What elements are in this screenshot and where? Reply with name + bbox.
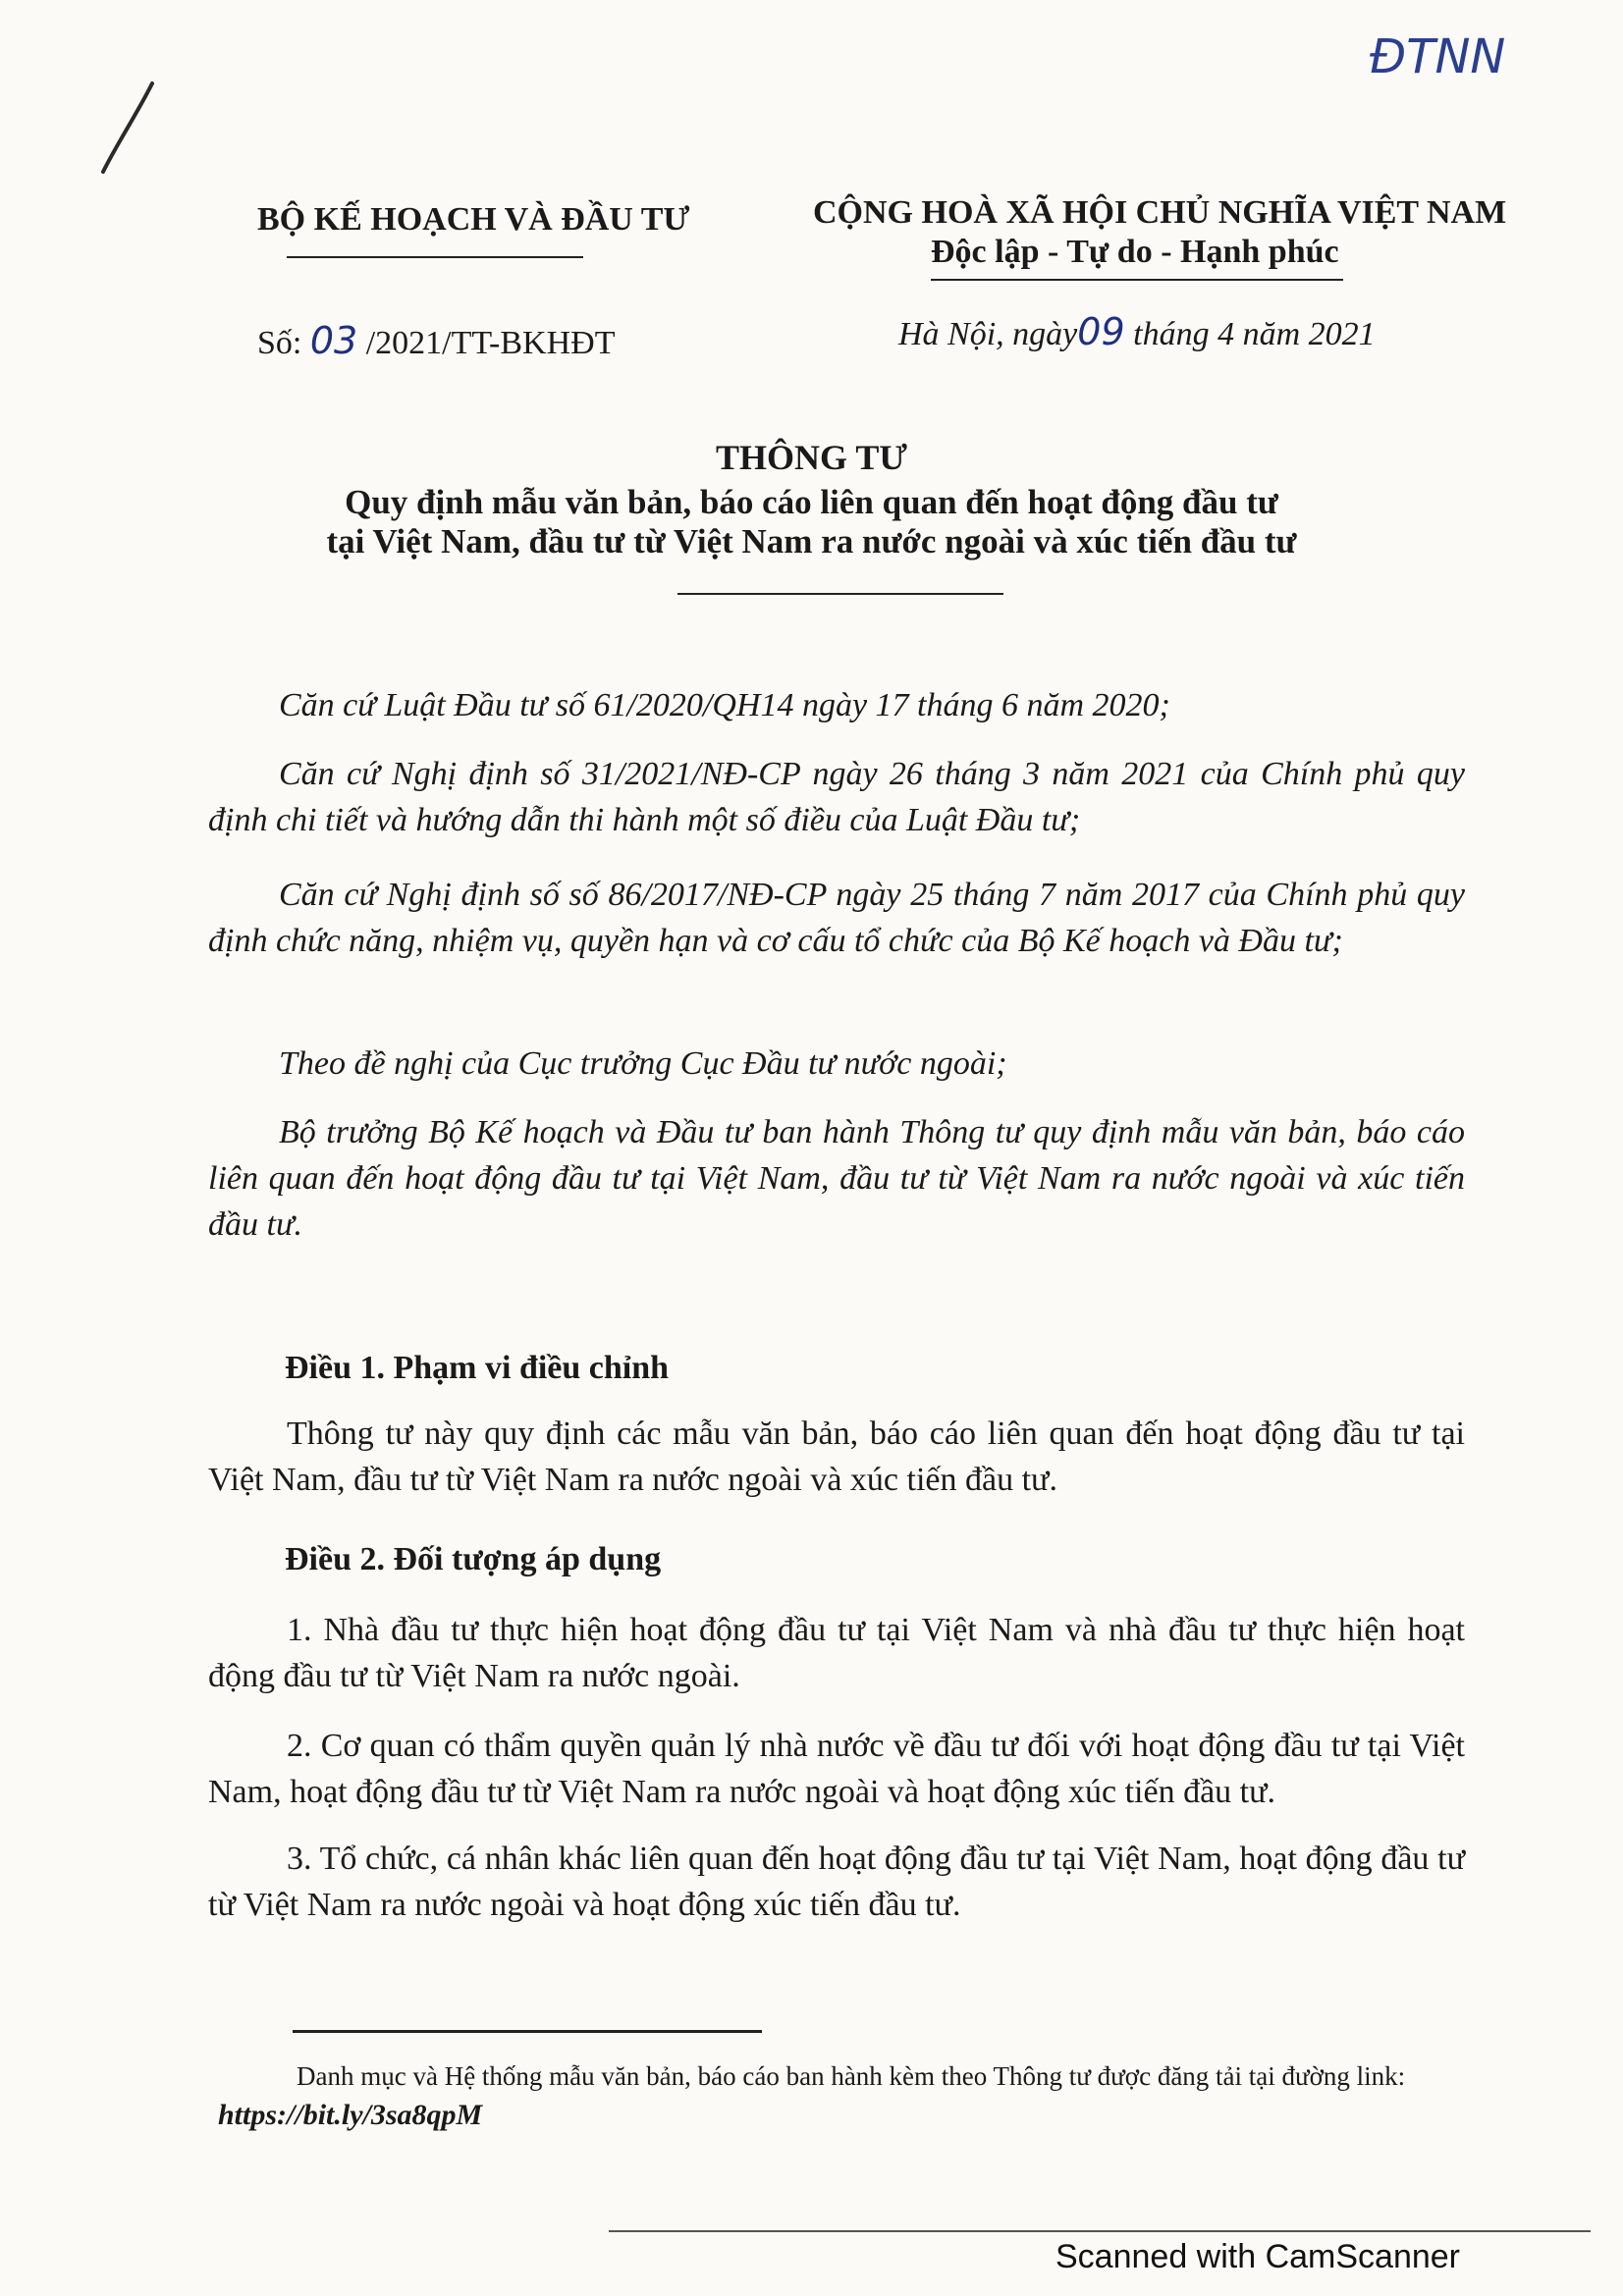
handwritten-note: ĐTNN [1370, 29, 1506, 84]
date-day-handwritten: 09 [1077, 310, 1125, 353]
preamble-2: Căn cứ Nghị định số 31/2021/NĐ-CP ngày 26 tháng 3 năm 2021 của Chính phủ quy định chi tiết và hướng dẫn thi hành một số điều của Luật Đầu tư; [208, 756, 1465, 838]
footnote-separator [293, 2030, 762, 2033]
preamble-4: Theo đề nghị của Cục trưởng Cục Đầu tư nước ngoài; [279, 1045, 1007, 1082]
preamble-3: Căn cứ Nghị định số số 86/2017/NĐ-CP ngày 25 tháng 7 năm 2017 của Chính phủ quy định chức năng, nhiệm vụ, quyền hạn và cơ cấu tổ chức của Bộ Kế hoạch và Đầu tư; [208, 877, 1465, 959]
article-2-paragraph-3: 3. Tổ chức, cá nhân khác liên quan đến hoạt động đầu tư tại Việt Nam, hoạt động đầu tư từ Việt Nam ra nước ngoài và hoạt động xúc tiến đầu tư. [208, 1841, 1465, 1923]
article-1-heading: Điều 1. Phạm vi điều chỉnh [285, 1350, 670, 1386]
date-prefix: Hà Nội, ngày [898, 316, 1078, 352]
number-handwritten: 03 [309, 319, 358, 362]
scan-edge-line [609, 2230, 1591, 2232]
ministry-name: BỘ KẾ HOẠCH VÀ ĐẦU TƯ [257, 201, 690, 238]
footnote [218, 2056, 1455, 2135]
footnote-link[interactable]: https://bit.ly/3sa8qpM [218, 2099, 483, 2131]
national-motto: Độc lập - Tự do - Hạnh phúc [931, 234, 1339, 270]
title-line-1: Quy định mẫu văn bản, báo cáo liên quan đến hoạt động đầu tư [345, 483, 1278, 521]
article-2-paragraph-2: 2. Cơ quan có thẩm quyền quản lý nhà nước về đầu tư đối với hoạt động đầu tư tại Việt Nam, hoạt động đầu tư từ Việt Nam ra nước ngoài và hoạt động xúc tiến đầu tư. [208, 1728, 1465, 1810]
document-number [257, 319, 615, 362]
camscanner-watermark: Scanned with CamScanner [1055, 2238, 1461, 2275]
ministry-underline [287, 256, 583, 258]
preamble-5: Bộ trưởng Bộ Kế hoạch và Đầu tư ban hành Thông tư quy định mẫu văn bản, báo cáo liên quan đến hoạt động đầu tư tại Việt Nam, đầu tư từ Việt Nam ra nước ngoài và xúc tiến đầu tư. [208, 1114, 1465, 1243]
title-underline [677, 593, 1003, 595]
preamble-1: Căn cứ Luật Đầu tư số 61/2020/QH14 ngày 17 tháng 6 năm 2020; [279, 687, 1170, 723]
footnote-text: Danh mục và Hệ thống mẫu văn bản, báo cáo ban hành kèm theo Thông tư được đăng tải tại đường link: [297, 2061, 1406, 2091]
document-type: THÔNG TƯ [715, 438, 908, 477]
article-1-paragraph: Thông tư này quy định các mẫu văn bản, báo cáo liên quan đến hoạt động đầu tư tại Việt Nam, đầu tư từ Việt Nam ra nước ngoài và xúc tiến đầu tư. [208, 1415, 1465, 1498]
issue-date [898, 310, 1376, 353]
motto-underline [931, 279, 1343, 281]
republic-name: CỘNG HOÀ XÃ HỘI CHỦ NGHĨA VIỆT NAM [813, 194, 1507, 231]
article-2-paragraph-1: 1. Nhà đầu tư thực hiện hoạt động đầu tư tại Việt Nam và nhà đầu tư thực hiện hoạt động đầu tư từ Việt Nam ra nước ngoài. [208, 1612, 1465, 1694]
date-suffix: tháng 4 năm 2021 [1124, 316, 1376, 352]
number-suffix: /2021/TT-BKHĐT [357, 325, 616, 361]
article-2-heading: Điều 2. Đối tượng áp dụng [285, 1541, 662, 1577]
pen-stroke-mark [93, 79, 162, 177]
title-line-2: tại Việt Nam, đầu tư từ Việt Nam ra nước ngoài và xúc tiến đầu tư [326, 522, 1297, 561]
number-prefix: Số: [257, 325, 310, 361]
